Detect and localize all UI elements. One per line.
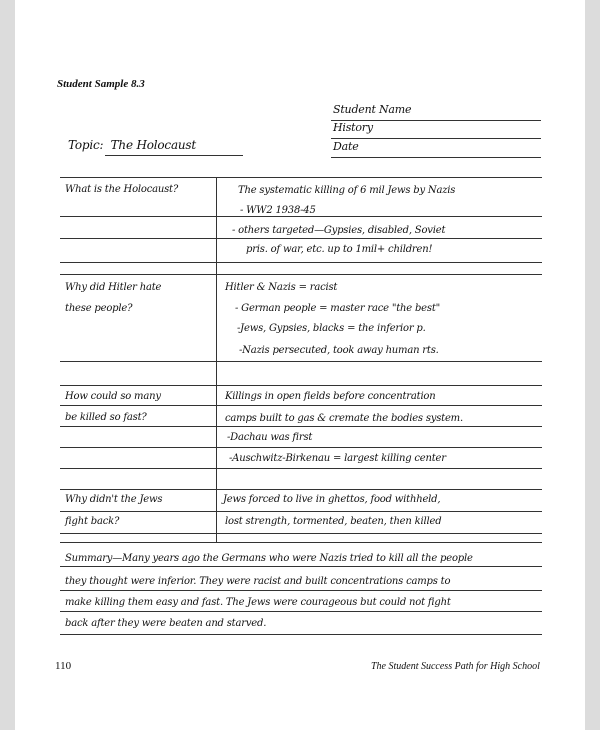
answer-text: -Dachau was first	[227, 432, 313, 443]
summary-line: they thought were inferior. They were racist and built concentrations camps to	[65, 576, 451, 587]
table-rule	[60, 447, 542, 448]
table-rule	[60, 489, 542, 490]
subject-rule	[331, 138, 541, 139]
date-rule	[331, 157, 541, 158]
answer-text: -Auschwitz-Birkenau = largest killing center	[229, 453, 446, 464]
student-name-label: Student Name	[333, 103, 412, 116]
answer-text: - German people = master race "the best"	[235, 303, 441, 314]
topic-rule	[105, 155, 243, 156]
column-divider	[216, 177, 217, 542]
table-rule	[60, 177, 542, 178]
table-rule	[60, 238, 542, 239]
summary-line: back after they were beaten and starved.	[65, 618, 267, 629]
topic-value: The Holocaust	[110, 138, 197, 152]
table-rule	[60, 533, 542, 534]
answer-text: lost strength, tormented, beaten, then killed	[225, 516, 442, 527]
answer-text: -Jews, Gypsies, blacks = the inferior p.	[237, 323, 426, 334]
answer-text: camps built to gas & cremate the bodies system.	[225, 413, 463, 424]
table-rule	[60, 566, 542, 567]
table-rule	[60, 361, 542, 362]
question-text: How could so many	[65, 391, 161, 402]
answer-text: Hitler & Nazis = racist	[225, 282, 338, 293]
answer-text: - WW2 1938-45	[240, 205, 316, 216]
answer-text: Killings in open fields before concentration	[225, 391, 436, 402]
question-text: these people?	[65, 303, 133, 314]
table-rule	[60, 262, 542, 263]
summary-line: make killing them easy and fast. The Jews were courageous but could not fight	[65, 597, 451, 608]
table-rule	[60, 468, 542, 469]
sample-label: Student Sample 8.3	[57, 78, 145, 90]
answer-text: -Nazis persecuted, took away human rts.	[239, 345, 439, 356]
date-label: Date	[333, 140, 359, 153]
table-rule	[60, 385, 542, 386]
page-number: 110	[55, 660, 72, 672]
table-rule	[60, 216, 542, 217]
table-rule	[60, 590, 542, 591]
question-text: Why didn't the Jews	[65, 494, 163, 505]
table-rule	[60, 542, 542, 543]
history-label: History	[333, 121, 373, 134]
topic-line	[68, 138, 196, 152]
answer-text: - others targeted—Gypsies, disabled, Soviet	[232, 225, 446, 236]
question-text: fight back?	[65, 516, 120, 527]
question-text: Why did Hitler hate	[65, 282, 162, 293]
worksheet-page	[15, 0, 585, 730]
summary-line: Summary—Many years ago the Germans who were Nazis tried to kill all the people	[65, 553, 473, 564]
question-text: What is the Holocaust?	[65, 184, 179, 195]
question-text: be killed so fast?	[65, 412, 147, 423]
book-title: The Student Success Path for High School	[371, 661, 540, 672]
table-rule	[60, 426, 542, 427]
table-rule	[60, 511, 542, 512]
answer-text: Jews forced to live in ghettos, food withheld,	[223, 494, 441, 505]
topic-label: Topic:	[68, 138, 104, 152]
answer-text: The systematic killing of 6 mil Jews by Nazis	[238, 185, 456, 196]
table-rule	[60, 611, 542, 612]
answer-text: pris. of war, etc. up to 1mil+ children!	[246, 244, 433, 255]
table-rule	[60, 405, 542, 406]
table-rule	[60, 274, 542, 275]
table-rule	[60, 634, 542, 635]
